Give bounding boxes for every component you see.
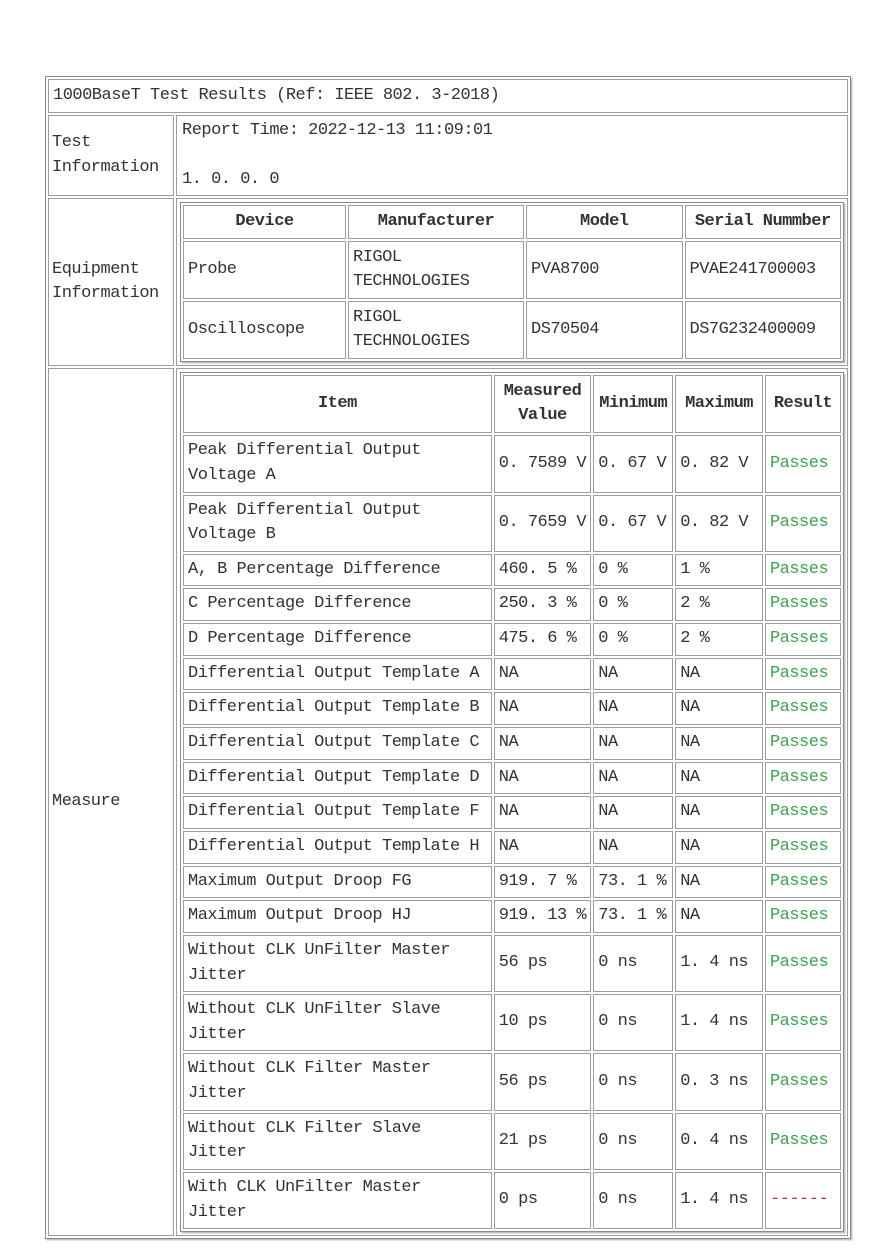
measure-cell-item: Without CLK UnFilter Slave Jitter	[183, 994, 492, 1051]
measure-cell-minimum: NA	[593, 762, 673, 795]
measure-cell-minimum: 0 ns	[593, 994, 673, 1051]
measure-cell-result: Passes	[765, 727, 841, 760]
measure-cell-measured: 10 ps	[494, 994, 592, 1051]
measure-row	[183, 727, 841, 760]
measure-cell-minimum: NA	[593, 727, 673, 760]
measure-row	[183, 900, 841, 933]
measure-cell-result: Passes	[765, 831, 841, 864]
measure-cell-minimum: 73. 1 %	[593, 866, 673, 899]
measure-cell-minimum: 0. 67 V	[593, 495, 673, 552]
measure-cell-result: Passes	[765, 796, 841, 829]
measure-cell-minimum: 73. 1 %	[593, 900, 673, 933]
measure-cell-result: Passes	[765, 658, 841, 691]
measure-cell-measured: 0 ps	[494, 1172, 592, 1229]
measure-cell-minimum: 0 %	[593, 588, 673, 621]
measure-cell-measured: NA	[494, 762, 592, 795]
measure-cell-result: Passes	[765, 994, 841, 1051]
measure-cell-maximum: 1. 4 ns	[675, 935, 763, 992]
measure-cell-measured: NA	[494, 727, 592, 760]
equipment-cell-manufacturer: RIGOL TECHNOLOGIES	[348, 241, 524, 299]
measure-cell-maximum: 0. 3 ns	[675, 1053, 763, 1110]
test-information-row	[48, 115, 848, 196]
measure-row	[183, 554, 841, 587]
equipment-cell-serial: PVAE241700003	[685, 241, 842, 299]
section-label-test-information: Test Information	[48, 115, 174, 196]
measure-cell-item: With CLK UnFilter Master Jitter	[183, 1172, 492, 1229]
measure-header-cell: Result	[765, 375, 841, 433]
measure-row	[183, 831, 841, 864]
measure-cell-maximum: 1. 4 ns	[675, 1172, 763, 1229]
equipment-row	[183, 241, 841, 299]
measure-cell-minimum: 0 ns	[593, 935, 673, 992]
measure-cell-result: Passes	[765, 623, 841, 656]
measure-cell-maximum: NA	[675, 900, 763, 933]
measure-cell-item: Peak Differential Output Voltage A	[183, 435, 492, 492]
measure-cell-maximum: NA	[675, 866, 763, 899]
measure-cell-minimum: NA	[593, 692, 673, 725]
measure-cell-item: Differential Output Template H	[183, 831, 492, 864]
measure-cell-result: Passes	[765, 935, 841, 992]
measure-row	[183, 796, 841, 829]
measure-cell-measured: 919. 7 %	[494, 866, 592, 899]
equipment-header-cell: Serial Nummber	[685, 205, 842, 239]
measure-cell-item: Peak Differential Output Voltage B	[183, 495, 492, 552]
measure-cell-measured: 0. 7589 V	[494, 435, 592, 492]
measure-cell-maximum: NA	[675, 727, 763, 760]
report-version: 1. 0. 0. 0	[182, 169, 280, 189]
equipment-cell-model: DS70504	[526, 301, 682, 359]
measure-cell-result: Passes	[765, 435, 841, 492]
equipment-row	[183, 301, 841, 359]
measure-cell-measured: 460. 5 %	[494, 554, 592, 587]
measure-cell-item: D Percentage Difference	[183, 623, 492, 656]
measure-cell-result: Passes	[765, 866, 841, 899]
equipment-cell-serial: DS7G232400009	[685, 301, 842, 359]
measure-cell-measured: 250. 3 %	[494, 588, 592, 621]
measure-cell-item: Maximum Output Droop FG	[183, 866, 492, 899]
title-row	[48, 79, 848, 113]
measure-row	[183, 623, 841, 656]
measure-cell-measured: 21 ps	[494, 1113, 592, 1170]
measure-cell-minimum: 0 %	[593, 554, 673, 587]
measure-cell-result: Passes	[765, 1113, 841, 1170]
measure-cell-minimum: 0 ns	[593, 1172, 673, 1229]
measure-row	[183, 1053, 841, 1110]
equipment-cell-device: Probe	[183, 241, 346, 299]
measure-row	[183, 658, 841, 691]
equipment-cell-model: PVA8700	[526, 241, 682, 299]
measure-cell-maximum: NA	[675, 762, 763, 795]
measure-cell-result: ------	[765, 1172, 841, 1229]
measure-cell-maximum: 0. 4 ns	[675, 1113, 763, 1170]
measure-header-cell: Item	[183, 375, 492, 433]
measure-cell-measured: 475. 6 %	[494, 623, 592, 656]
measure-row	[183, 935, 841, 992]
measure-row	[183, 1172, 841, 1229]
measure-cell-result: Passes	[765, 692, 841, 725]
equipment-cell-device: Oscilloscope	[183, 301, 346, 359]
measure-cell-measured: 56 ps	[494, 935, 592, 992]
measure-cell-minimum: NA	[593, 796, 673, 829]
report-time: Report Time: 2022-12-13 11:09:01	[182, 121, 493, 140]
measure-row	[183, 866, 841, 899]
measure-cell-measured: NA	[494, 831, 592, 864]
measure-cell-result: Passes	[765, 1053, 841, 1110]
measure-cell-maximum: 1 %	[675, 554, 763, 587]
measure-cell-minimum: 0 ns	[593, 1113, 673, 1170]
equipment-header-cell: Model	[526, 205, 682, 239]
measure-cell-measured: 0. 7659 V	[494, 495, 592, 552]
section-label-measure: Measure	[48, 368, 174, 1236]
measure-cell-item: Differential Output Template A	[183, 658, 492, 691]
measure-cell-maximum: 1. 4 ns	[675, 994, 763, 1051]
equipment-header-cell: Manufacturer	[348, 205, 524, 239]
measure-cell-item: Differential Output Template C	[183, 727, 492, 760]
measure-cell-item: Differential Output Template D	[183, 762, 492, 795]
section-label-equipment-information: Equipment Information	[48, 198, 174, 366]
equipment-header-cell: Device	[183, 205, 346, 239]
measure-cell-measured: NA	[494, 796, 592, 829]
measure-row-section	[48, 368, 848, 1236]
measure-cell-minimum: NA	[593, 831, 673, 864]
report-title: 1000BaseT Test Results (Ref: IEEE 802. 3-2018)	[48, 79, 848, 113]
measure-cell-item: Without CLK Filter Slave Jitter	[183, 1113, 492, 1170]
measure-row	[183, 435, 841, 492]
measure-cell-maximum: NA	[675, 658, 763, 691]
measure-cell-result: Passes	[765, 900, 841, 933]
measure-cell-item: Differential Output Template B	[183, 692, 492, 725]
measure-header-cell: Maximum	[675, 375, 763, 433]
measure-cell-maximum: 2 %	[675, 588, 763, 621]
report-table	[45, 76, 851, 1239]
measure-cell-result: Passes	[765, 495, 841, 552]
measure-cell-measured: 919. 13 %	[494, 900, 592, 933]
measure-cell-measured: 56 ps	[494, 1053, 592, 1110]
measure-cell-maximum: 0. 82 V	[675, 435, 763, 492]
measure-cell-maximum: NA	[675, 796, 763, 829]
measure-row	[183, 762, 841, 795]
measure-cell-item: Maximum Output Droop HJ	[183, 900, 492, 933]
equipment-information-row	[48, 198, 848, 366]
measure-content	[176, 368, 848, 1236]
measure-cell-minimum: 0 ns	[593, 1053, 673, 1110]
measure-cell-maximum: NA	[675, 831, 763, 864]
equipment-table	[180, 202, 844, 362]
measure-row	[183, 588, 841, 621]
measure-cell-result: Passes	[765, 588, 841, 621]
measure-row	[183, 1113, 841, 1170]
measure-cell-maximum: 2 %	[675, 623, 763, 656]
measure-cell-maximum: NA	[675, 692, 763, 725]
measure-cell-item: C Percentage Difference	[183, 588, 492, 621]
measure-header-cell: Measured Value	[494, 375, 592, 433]
equipment-header-row	[183, 205, 841, 239]
measure-cell-item: A, B Percentage Difference	[183, 554, 492, 587]
measure-cell-item: Without CLK UnFilter Master Jitter	[183, 935, 492, 992]
measure-cell-maximum: 0. 82 V	[675, 495, 763, 552]
measure-header-cell: Minimum	[593, 375, 673, 433]
measure-cell-minimum: 0. 67 V	[593, 435, 673, 492]
equipment-information-content	[176, 198, 848, 366]
measure-cell-item: Without CLK Filter Master Jitter	[183, 1053, 492, 1110]
measure-cell-minimum: NA	[593, 658, 673, 691]
measure-cell-item: Differential Output Template F	[183, 796, 492, 829]
measure-cell-measured: NA	[494, 658, 592, 691]
measure-cell-result: Passes	[765, 554, 841, 587]
measure-cell-minimum: 0 %	[593, 623, 673, 656]
measure-cell-measured: NA	[494, 692, 592, 725]
measure-header-row	[183, 375, 841, 433]
measure-row	[183, 692, 841, 725]
measure-row	[183, 495, 841, 552]
measure-table	[180, 372, 844, 1232]
equipment-cell-manufacturer: RIGOL TECHNOLOGIES	[348, 301, 524, 359]
measure-row	[183, 994, 841, 1051]
measure-cell-result: Passes	[765, 762, 841, 795]
test-information-content	[176, 115, 848, 196]
